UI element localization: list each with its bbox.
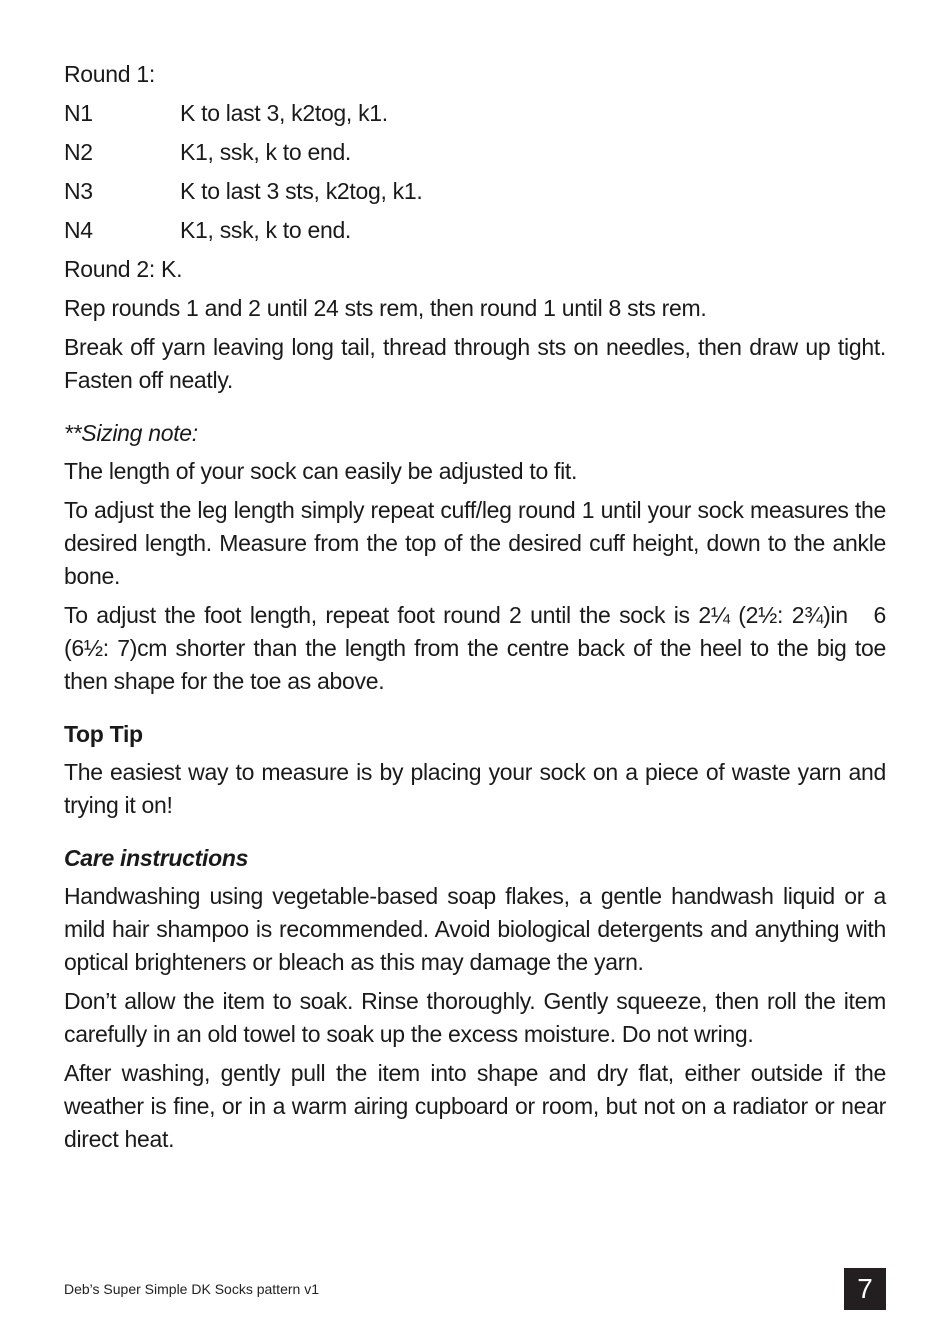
round2: Round 2: K. <box>64 256 183 282</box>
needle-label: N4 <box>64 217 93 243</box>
needle-row <box>64 175 886 208</box>
needle-row <box>64 97 886 130</box>
needle-instruction: K1, ssk, k to end. <box>180 139 352 165</box>
needle-row <box>64 136 886 169</box>
top-tip-heading: Top Tip <box>64 721 143 747</box>
sizing-paragraph: To adjust the foot length, repeat foot round 2 until the sock is 2¼ (2½: 2¾)in 6 (6½: 7)cm shorter than the length from the centre back of the heel to the big toe then shape for the toe as above. <box>64 602 893 694</box>
sizing-paragraph: The length of your sock can easily be adjusted to fit. <box>64 458 578 484</box>
page-content <box>64 58 893 1162</box>
needle-instruction: K to last 3, k2tog, k1. <box>180 100 388 126</box>
top-tip-text: The easiest way to measure is by placing your sock on a piece of waste yarn and trying it on! <box>64 759 886 818</box>
care-paragraph: Don’t allow the item to soak. Rinse thoroughly. Gently squeeze, then roll the item carefully in an old towel to soak up the excess moisture. Do not wring. <box>64 988 886 1047</box>
page-number: 7 <box>844 1268 886 1310</box>
repeat-instruction: Rep rounds 1 and 2 until 24 sts rem, then round 1 until 8 sts rem. <box>64 295 707 321</box>
needle-instruction: K1, ssk, k to end. <box>180 217 352 243</box>
round1-label: Round 1: <box>64 61 155 87</box>
care-paragraph: Handwashing using vegetable-based soap flakes, a gentle handwash liquid or a mild hair shampoo is recommended. Avoid biological detergents and anything with optical brighteners or bleach as this may damage the yarn. <box>64 883 886 975</box>
needle-row <box>64 214 886 247</box>
needle-instruction: K to last 3 sts, k2tog, k1. <box>180 178 423 204</box>
needle-label: N2 <box>64 139 93 165</box>
break-instruction: Break off yarn leaving long tail, thread through sts on needles, then draw up tight. Fasten off neatly. <box>64 334 886 393</box>
needle-label: N1 <box>64 100 93 126</box>
sizing-heading: **Sizing note: <box>64 420 198 446</box>
needle-label: N3 <box>64 178 93 204</box>
sizing-paragraph: To adjust the leg length simply repeat cuff/leg round 1 until your sock measures the desired length. Measure from the top of the desired cuff height, down to the ankle bone. <box>64 497 886 589</box>
care-heading: Care instructions <box>64 845 249 871</box>
footer-title: Deb’s Super Simple DK Socks pattern v1 <box>64 1281 319 1297</box>
care-paragraph: After washing, gently pull the item into shape and dry flat, either outside if the weather is fine, or in a warm airing cupboard or room, but not on a radiator or near direct heat. <box>64 1060 886 1152</box>
